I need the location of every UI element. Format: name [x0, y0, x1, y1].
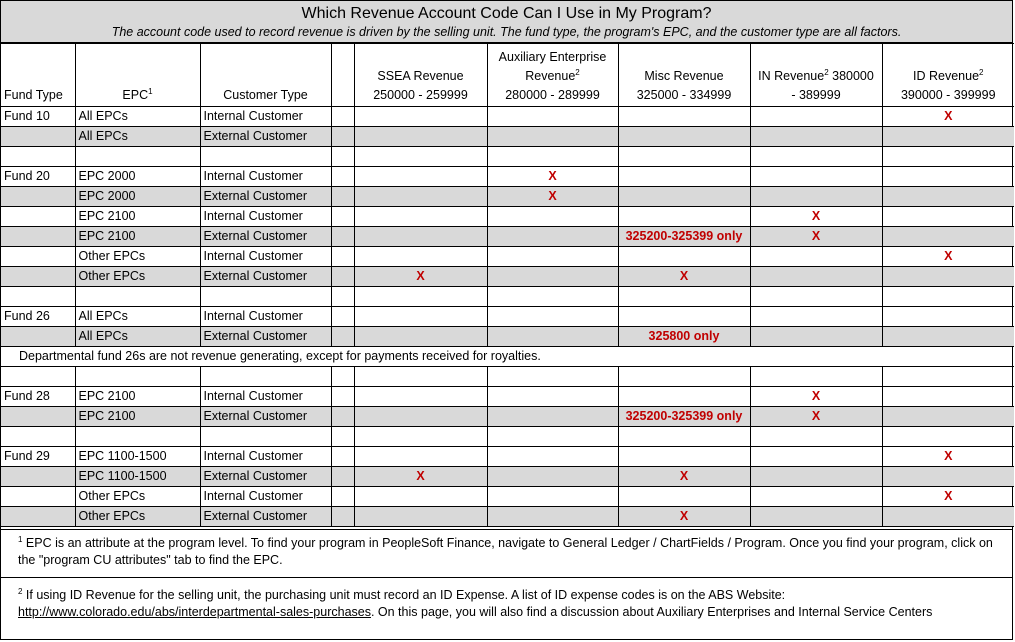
cell-customer: Internal Customer [200, 207, 331, 227]
sheet-title: Which Revenue Account Code Can I Use in My Program? [301, 5, 712, 22]
cell-ssea [354, 507, 487, 527]
cell-fund [1, 327, 75, 347]
cell-aux [487, 227, 618, 247]
footnote-1 [18, 535, 1008, 569]
table-row [1, 267, 1014, 287]
empty-cell [75, 287, 200, 307]
cell-fund [1, 507, 75, 527]
cell-aux [487, 327, 618, 347]
empty-cell [331, 147, 354, 167]
spacer-cell [331, 387, 354, 407]
cell-in [750, 507, 882, 527]
header-ssea-range: 250000 - 259999 [373, 88, 468, 102]
spacer-cell [331, 507, 354, 527]
table-row [1, 187, 1014, 207]
empty-cell [331, 367, 354, 387]
table-row [1, 307, 1014, 327]
empty-cell [354, 427, 487, 447]
empty-cell [487, 287, 618, 307]
header-aux-label2: Revenue [525, 69, 576, 83]
table-row [1, 487, 1014, 507]
spacer-cell [331, 447, 354, 467]
cell-id [882, 507, 1014, 527]
header-in-range-b: - 389999 [791, 88, 841, 102]
header-in [750, 44, 882, 107]
header-aux-range: 280000 - 289999 [505, 88, 600, 102]
separator-row [1, 147, 1014, 167]
cell-customer: Internal Customer [200, 447, 331, 467]
header-aux [487, 44, 618, 107]
cell-customer: External Customer [200, 267, 331, 287]
cell-ssea [354, 247, 487, 267]
cell-id [882, 387, 1014, 407]
cell-in: X [750, 207, 882, 227]
table-row [1, 387, 1014, 407]
cell-epc: EPC 2100 [75, 407, 200, 427]
cell-id: X [882, 247, 1014, 267]
cell-id: X [882, 107, 1014, 127]
empty-cell [200, 367, 331, 387]
footnote-divider [1, 577, 1012, 578]
empty-cell [354, 147, 487, 167]
footnote-ref-1: 1 [148, 86, 153, 96]
cell-in [750, 127, 882, 147]
spacer-cell [331, 407, 354, 427]
header-fund-type [1, 44, 75, 107]
table-row [1, 167, 1014, 187]
cell-ssea [354, 487, 487, 507]
cell-in: X [750, 387, 882, 407]
title-block [1, 1, 1012, 43]
cell-fund [1, 207, 75, 227]
header-customer-type-label: Customer Type [223, 88, 308, 102]
cell-fund [1, 127, 75, 147]
cell-misc [618, 107, 750, 127]
cell-misc [618, 447, 750, 467]
cell-misc: 325200-325399 only [618, 407, 750, 427]
empty-cell [354, 367, 487, 387]
abs-website-link[interactable]: http://www.colorado.edu/abs/interdepartmental-sales-purchases [18, 605, 371, 619]
cell-aux [487, 207, 618, 227]
cell-epc: EPC 2100 [75, 387, 200, 407]
spacer-cell [331, 267, 354, 287]
header-epc-label: EPC [122, 88, 149, 102]
footnote-2-mark: 2 [18, 586, 23, 596]
footnote-2 [18, 587, 1008, 621]
cell-misc: X [618, 467, 750, 487]
cell-misc: X [618, 507, 750, 527]
cell-in [750, 307, 882, 327]
cell-epc: EPC 1100-1500 [75, 467, 200, 487]
cell-epc: EPC 1100-1500 [75, 447, 200, 467]
cell-id [882, 207, 1014, 227]
cell-fund [1, 267, 75, 287]
cell-aux [487, 267, 618, 287]
cell-id [882, 187, 1014, 207]
header-id-range: 390000 - 399999 [900, 88, 996, 102]
cell-customer: Internal Customer [200, 307, 331, 327]
cell-customer: Internal Customer [200, 167, 331, 187]
cell-in [750, 327, 882, 347]
table-row [1, 327, 1014, 347]
spacer-cell [331, 107, 354, 127]
cell-in: X [750, 407, 882, 427]
spacer-cell [331, 207, 354, 227]
header-misc-range: 325000 - 334999 [636, 88, 732, 102]
cell-epc: All EPCs [75, 327, 200, 347]
footnote-ref-2: 2 [824, 67, 829, 77]
cell-misc [618, 207, 750, 227]
cell-customer: External Customer [200, 407, 331, 427]
header-in-label: IN Revenue [758, 69, 825, 83]
cell-ssea [354, 107, 487, 127]
cell-epc: EPC 2000 [75, 167, 200, 187]
empty-cell [750, 427, 882, 447]
footnote-2-text: If using ID Revenue for the selling unit, the purchasing unit must record an ID Expense. A list of ID expense codes is on the ABS Website: [22, 588, 786, 602]
header-row [1, 44, 1014, 107]
cell-customer: External Customer [200, 507, 331, 527]
cell-aux [487, 467, 618, 487]
cell-misc [618, 487, 750, 507]
empty-cell [618, 367, 750, 387]
header-ssea [354, 44, 487, 107]
table-row [1, 467, 1014, 487]
empty-cell [882, 147, 1014, 167]
empty-cell [487, 147, 618, 167]
empty-cell [750, 287, 882, 307]
table-row [1, 247, 1014, 267]
empty-cell [331, 287, 354, 307]
cell-aux [487, 307, 618, 327]
cell-ssea [354, 387, 487, 407]
cell-fund: Fund 20 [1, 167, 75, 187]
cell-in [750, 467, 882, 487]
cell-aux [487, 387, 618, 407]
header-misc-label: Misc Revenue [644, 69, 724, 83]
table-row [1, 227, 1014, 247]
cell-customer: External Customer [200, 227, 331, 247]
cell-ssea [354, 407, 487, 427]
cell-customer: External Customer [200, 127, 331, 147]
cell-in [750, 247, 882, 267]
cell-ssea: X [354, 467, 487, 487]
spacer-cell [331, 167, 354, 187]
cell-in [750, 447, 882, 467]
spacer-cell [331, 307, 354, 327]
cell-epc: EPC 2100 [75, 207, 200, 227]
cell-customer: External Customer [200, 187, 331, 207]
cell-aux [487, 247, 618, 267]
empty-cell [1, 147, 75, 167]
header-epc [75, 44, 200, 107]
footnotes [1, 529, 1012, 639]
footnote-1-mark: 1 [18, 534, 23, 544]
empty-cell [75, 147, 200, 167]
cell-fund [1, 227, 75, 247]
spacer-cell [331, 247, 354, 267]
cell-aux [487, 127, 618, 147]
cell-aux [487, 407, 618, 427]
cell-epc: Other EPCs [75, 267, 200, 287]
cell-in: X [750, 227, 882, 247]
cell-misc [618, 307, 750, 327]
empty-cell [1, 367, 75, 387]
cell-ssea [354, 447, 487, 467]
cell-aux: X [487, 187, 618, 207]
cell-id [882, 167, 1014, 187]
cell-customer: Internal Customer [200, 487, 331, 507]
cell-ssea [354, 227, 487, 247]
empty-cell [750, 147, 882, 167]
header-ssea-label: SSEA Revenue [377, 69, 464, 83]
cell-id [882, 307, 1014, 327]
header-fund-type-label: Fund Type [4, 88, 63, 102]
footnote-2-text-cont: . On this page, you will also find a discussion about Auxiliary Enterprises and Internal Service Centers [370, 605, 933, 619]
cell-misc [618, 187, 750, 207]
cell-epc: All EPCs [75, 307, 200, 327]
cell-misc [618, 127, 750, 147]
cell-epc: Other EPCs [75, 507, 200, 527]
empty-cell [200, 287, 331, 307]
empty-cell [487, 367, 618, 387]
empty-cell [882, 287, 1014, 307]
empty-cell [618, 147, 750, 167]
table-row [1, 447, 1014, 467]
cell-fund: Fund 26 [1, 307, 75, 327]
header-spacer [331, 44, 354, 107]
cell-epc: All EPCs [75, 127, 200, 147]
empty-cell [354, 287, 487, 307]
header-in-range-a: 380000 [828, 69, 874, 83]
cell-fund [1, 487, 75, 507]
footnote-ref-2: 2 [979, 67, 984, 77]
cell-in [750, 187, 882, 207]
cell-customer: Internal Customer [200, 387, 331, 407]
separator-row [1, 427, 1014, 447]
cell-misc [618, 387, 750, 407]
empty-cell [75, 367, 200, 387]
table-row [1, 207, 1014, 227]
cell-fund: Fund 28 [1, 387, 75, 407]
cell-customer: External Customer [200, 467, 331, 487]
cell-misc: X [618, 267, 750, 287]
empty-cell [331, 427, 354, 447]
cell-id [882, 467, 1014, 487]
cell-epc: Other EPCs [75, 247, 200, 267]
cell-fund [1, 247, 75, 267]
sheet-subtitle: The account code used to record revenue is driven by the selling unit. The fund type, the program's EPC, and the customer type are all factors. [111, 25, 902, 39]
table-row [1, 107, 1014, 127]
cell-misc: 325200-325399 only [618, 227, 750, 247]
cell-ssea [354, 207, 487, 227]
footnote-ref-2: 2 [575, 67, 580, 77]
empty-cell [882, 367, 1014, 387]
spacer-cell [331, 227, 354, 247]
empty-cell [618, 427, 750, 447]
cell-ssea [354, 307, 487, 327]
empty-cell [75, 427, 200, 447]
cell-fund [1, 187, 75, 207]
empty-cell [200, 427, 331, 447]
cell-id [882, 327, 1014, 347]
spacer-cell [331, 487, 354, 507]
cell-ssea: X [354, 267, 487, 287]
header-customer-type [200, 44, 331, 107]
cell-in [750, 487, 882, 507]
spacer-cell [331, 187, 354, 207]
spacer-cell [331, 327, 354, 347]
cell-aux [487, 107, 618, 127]
separator-row [1, 367, 1014, 387]
cell-epc: EPC 2100 [75, 227, 200, 247]
cell-epc: All EPCs [75, 107, 200, 127]
cell-ssea [354, 327, 487, 347]
cell-id [882, 267, 1014, 287]
table-body [1, 107, 1014, 527]
cell-misc: 325800 only [618, 327, 750, 347]
footnote-1-text: EPC is an attribute at the program level. To find your program in PeopleSoft Finance, navigate to General Ledger / ChartFields / Program. Once you find your program, click on the "program CU attributes" tab to find the EPC. [18, 536, 993, 567]
cell-id [882, 407, 1014, 427]
cell-in [750, 107, 882, 127]
cell-ssea [354, 187, 487, 207]
spacer-cell [331, 127, 354, 147]
table-row [1, 507, 1014, 527]
table-row [1, 407, 1014, 427]
cell-aux [487, 507, 618, 527]
table-row [1, 127, 1014, 147]
header-id-label: ID Revenue [913, 69, 980, 83]
header-misc [618, 44, 750, 107]
cell-aux [487, 447, 618, 467]
cell-fund: Fund 10 [1, 107, 75, 127]
fund26-note: Departmental fund 26s are not revenue generating, except for payments received for royalties. [1, 347, 1014, 367]
cell-epc: Other EPCs [75, 487, 200, 507]
cell-id [882, 227, 1014, 247]
cell-in [750, 267, 882, 287]
header-id [882, 44, 1014, 107]
cell-ssea [354, 167, 487, 187]
cell-in [750, 167, 882, 187]
empty-cell [750, 367, 882, 387]
cell-customer: Internal Customer [200, 107, 331, 127]
cell-id [882, 127, 1014, 147]
fund26-note-row [1, 347, 1014, 367]
empty-cell [200, 147, 331, 167]
cell-customer: External Customer [200, 327, 331, 347]
cell-fund [1, 407, 75, 427]
empty-cell [1, 427, 75, 447]
cell-fund: Fund 29 [1, 447, 75, 467]
cell-ssea [354, 127, 487, 147]
cell-fund [1, 467, 75, 487]
empty-cell [1, 287, 75, 307]
cell-misc [618, 167, 750, 187]
header-aux-label1: Auxiliary Enterprise [498, 50, 607, 64]
empty-cell [882, 427, 1014, 447]
empty-cell [618, 287, 750, 307]
spacer-cell [331, 467, 354, 487]
cell-epc: EPC 2000 [75, 187, 200, 207]
cell-id: X [882, 447, 1014, 467]
cell-misc [618, 247, 750, 267]
cell-aux [487, 487, 618, 507]
cell-id: X [882, 487, 1014, 507]
cell-customer: Internal Customer [200, 247, 331, 267]
revenue-code-table [1, 43, 1014, 527]
cell-aux: X [487, 167, 618, 187]
empty-cell [487, 427, 618, 447]
separator-row [1, 287, 1014, 307]
